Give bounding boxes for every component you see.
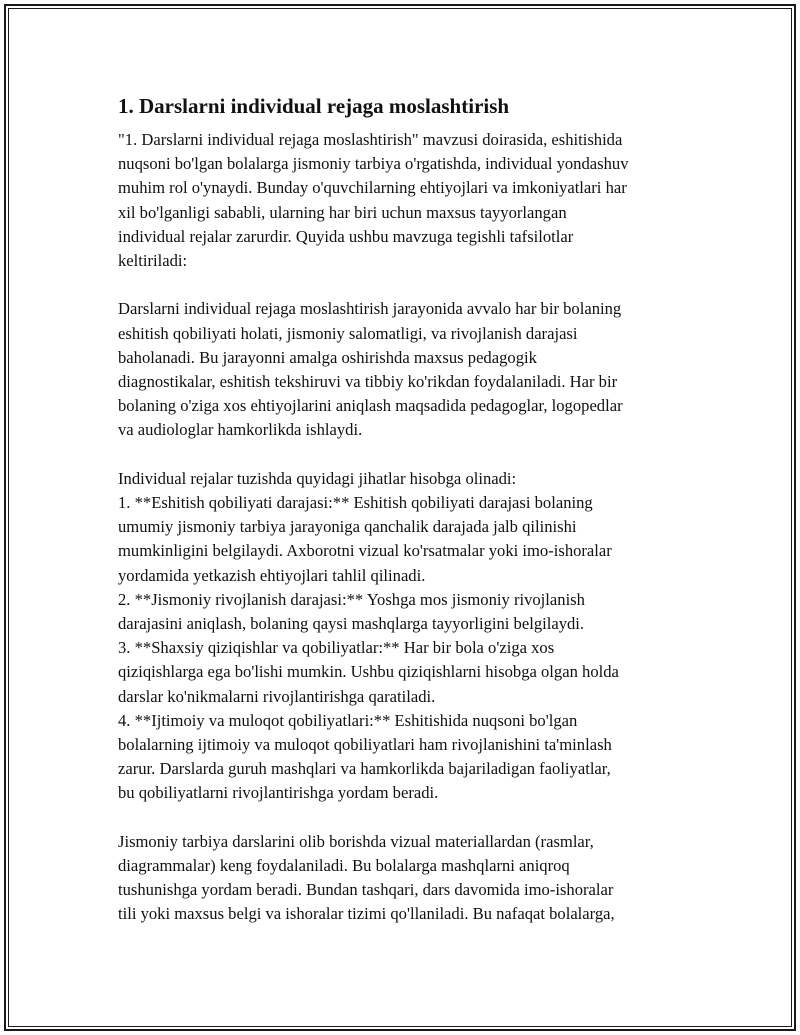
list-item-line: 4. **Ijtimoiy va muloqot qobiliyatlari:** Eshitishida nuqsoni bo'lgan [118,710,578,730]
text-line: darajasini aniqlash, bolaning qaysi mashqlarga tayyorligini belgilaydi. [118,614,585,634]
text-line: zarur. Darslarda guruh mashqlari va hamkorlikda bajariladigan faoliyatlar, [118,759,611,779]
text-line: eshitish qobiliyati holati, jismoniy salomatligi, va rivojlanish darajasi [118,323,578,343]
text-line: diagrammalar) keng foydalaniladi. Bu bolalarga mashqlarni aniqroq [118,856,570,876]
text-line: darslar ko'nikmalarni rivojlantirishga qaratiladi. [118,686,436,706]
paragraph-gap [118,806,690,830]
paragraph-criteria-list [118,467,690,806]
paragraph-gap [118,443,690,467]
text-line: mumkinligini belgilaydi. Axborotni vizual ko'rsatmalar yoki imo-ishoralar [118,541,612,561]
list-item-line: 3. **Shaxsiy qiziqishlar va qobiliyatlar:** Har bir bola o'ziga xos [118,638,555,658]
text-line: qiziqishlarga ega bo'lishi mumkin. Ushbu qiziqishlarni hisobga olgan holda [118,662,619,682]
text-line: individual rejalar zarurdir. Quyida ushbu mavzuga tegishli tafsilotlar [118,226,574,246]
text-line: Darslarni individual rejaga moslashtirish jarayonida avvalo har bir bolaning [118,299,622,319]
text-line: nuqsoni bo'lgan bolalarga jismoniy tarbiya o'rgatishda, individual yondashuv [118,154,629,174]
text-line: va audiologlar hamkorlikda ishlaydi. [118,420,363,440]
text-line: diagnostikalar, eshitish tekshiruvi va tibbiy ko'rikdan foydalaniladi. Har bir [118,372,618,392]
text-line: Jismoniy tarbiya darslarini olib borishda vizual materiallardan (rasmlar, [118,831,594,851]
paragraph-intro [118,128,690,273]
text-line: bolalarning ijtimoiy va muloqot qobiliyatlari ham rivojlanishini ta'minlash [118,735,612,755]
text-line: tushunishga yordam beradi. Bundan tashqari, dars davomida imo-ishoralar [118,880,614,900]
paragraph-assessment [118,297,690,442]
text-line: Individual rejalar tuzishda quyidagi jihatlar hisobga olinadi: [118,468,517,488]
text-line: yordamida yetkazish ehtiyojlari tahlil qilinadi. [118,565,426,585]
text-line: muhim rol o'ynaydi. Bunday o'quvchilarning ehtiyojlari va imkoniyatlari har [118,178,627,198]
text-line: umumiy jismoniy tarbiya jarayoniga qanchalik darajada jalb qilinishi [118,517,577,537]
list-item-line: 2. **Jismoniy rivojlanish darajasi:** Yoshga mos jismoniy rivojlanish [118,589,585,609]
document-body [118,92,690,927]
text-line: tili yoki maxsus belgi va ishoralar tizimi qo'llaniladi. Bu nafaqat bolalarga, [118,904,615,924]
text-line: "1. Darslarni individual rejaga moslashtirish" mavzusi doirasida, eshitishida [118,130,623,149]
text-line: bolaning o'ziga xos ehtiyojlarini aniqlash maqsadida pedagoglar, logopedlar [118,396,623,416]
text-line: baholanadi. Bu jarayonni amalga oshirishda maxsus pedagogik [118,347,537,367]
text-line: keltiriladi: [118,251,188,271]
text-line: bu qobiliyatlarni rivojlantirishga yordam beradi. [118,783,439,803]
paragraph-visual-materials [118,830,690,927]
section-heading: 1. Darslarni individual rejaga moslashtirish [118,94,510,118]
text-line: xil bo'lganligi sababli, ularning har biri uchun maxsus tayyorlangan [118,202,567,222]
paragraph-gap [118,273,690,297]
list-item-line: 1. **Eshitish qobiliyati darajasi:** Eshitish qobiliyati darajasi bolaning [118,493,593,513]
